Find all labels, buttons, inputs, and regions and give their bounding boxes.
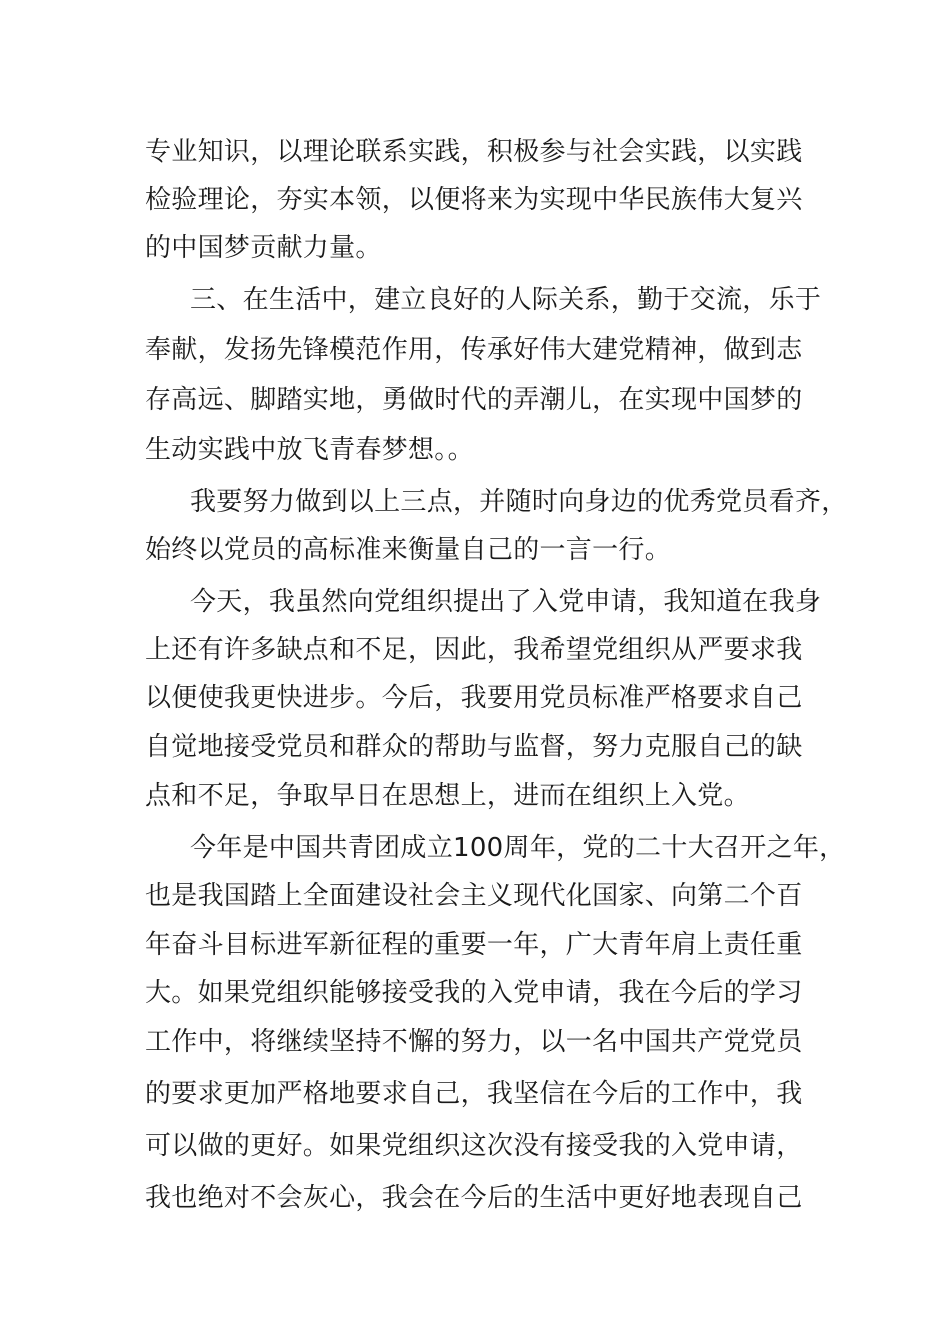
text-line: 工作中，将继续坚持不懈的努力，以一名中国共产党党员 <box>145 1027 803 1057</box>
text-line: 自觉地接受党员和群众的帮助与监督，努力克服自己的缺 <box>145 732 803 762</box>
paragraph-start-line: 三、在生活中，建立良好的人际关系，勤于交流，乐于 <box>190 285 822 315</box>
text-line: 的中国梦贡献力量。 <box>145 233 382 263</box>
text-line: 也是我国踏上全面建设社会主义现代化国家、向第二个百 <box>145 881 803 911</box>
text-line: 大。如果党组织能够接受我的入党申请，我在今后的学习 <box>145 978 803 1008</box>
paragraph-start-line: 我要努力做到以上三点，并随时向身边的优秀党员看齐， <box>190 487 848 517</box>
paragraph-start-line: 今天，我虽然向党组织提出了入党申请，我知道在我身 <box>190 587 822 617</box>
text-line: 奉献，发扬先锋模范作用，传承好伟大建党精神，做到志 <box>145 335 803 365</box>
text-line: 生动实践中放飞青春梦想。。 <box>145 435 474 465</box>
text-line: 上还有许多缺点和不足，因此，我希望党组织从严要求我 <box>145 635 803 665</box>
paragraph-start-line: 今年是中国共青团成立100周年，党的二十大召开之年， <box>190 833 846 863</box>
text-line: 年奋斗目标进军新征程的重要一年，广大青年肩上责任重 <box>145 930 803 960</box>
text-line: 存高远、脚踏实地，勇做时代的弄潮儿，在实现中国梦的 <box>145 385 803 415</box>
text-line: 的要求更加严格地要求自己，我坚信在今后的工作中，我 <box>145 1079 803 1109</box>
text-line: 可以做的更好。如果党组织这次没有接受我的入党申请， <box>145 1131 803 1161</box>
text-line: 我也绝对不会灰心，我会在今后的生活中更好地表现自己 <box>145 1183 803 1213</box>
text-line: 始终以党员的高标准来衡量自己的一言一行。 <box>145 535 672 565</box>
text-line: 以便使我更快进步。今后，我要用党员标准严格要求自己 <box>145 683 803 713</box>
text-line: 点和不足，争取早日在思想上，进而在组织上入党。 <box>145 781 750 811</box>
text-line: 专业知识，以理论联系实践，积极参与社会实践，以实践 <box>145 137 803 167</box>
text-line: 检验理论，夯实本领，以便将来为实现中华民族伟大复兴 <box>145 185 803 215</box>
